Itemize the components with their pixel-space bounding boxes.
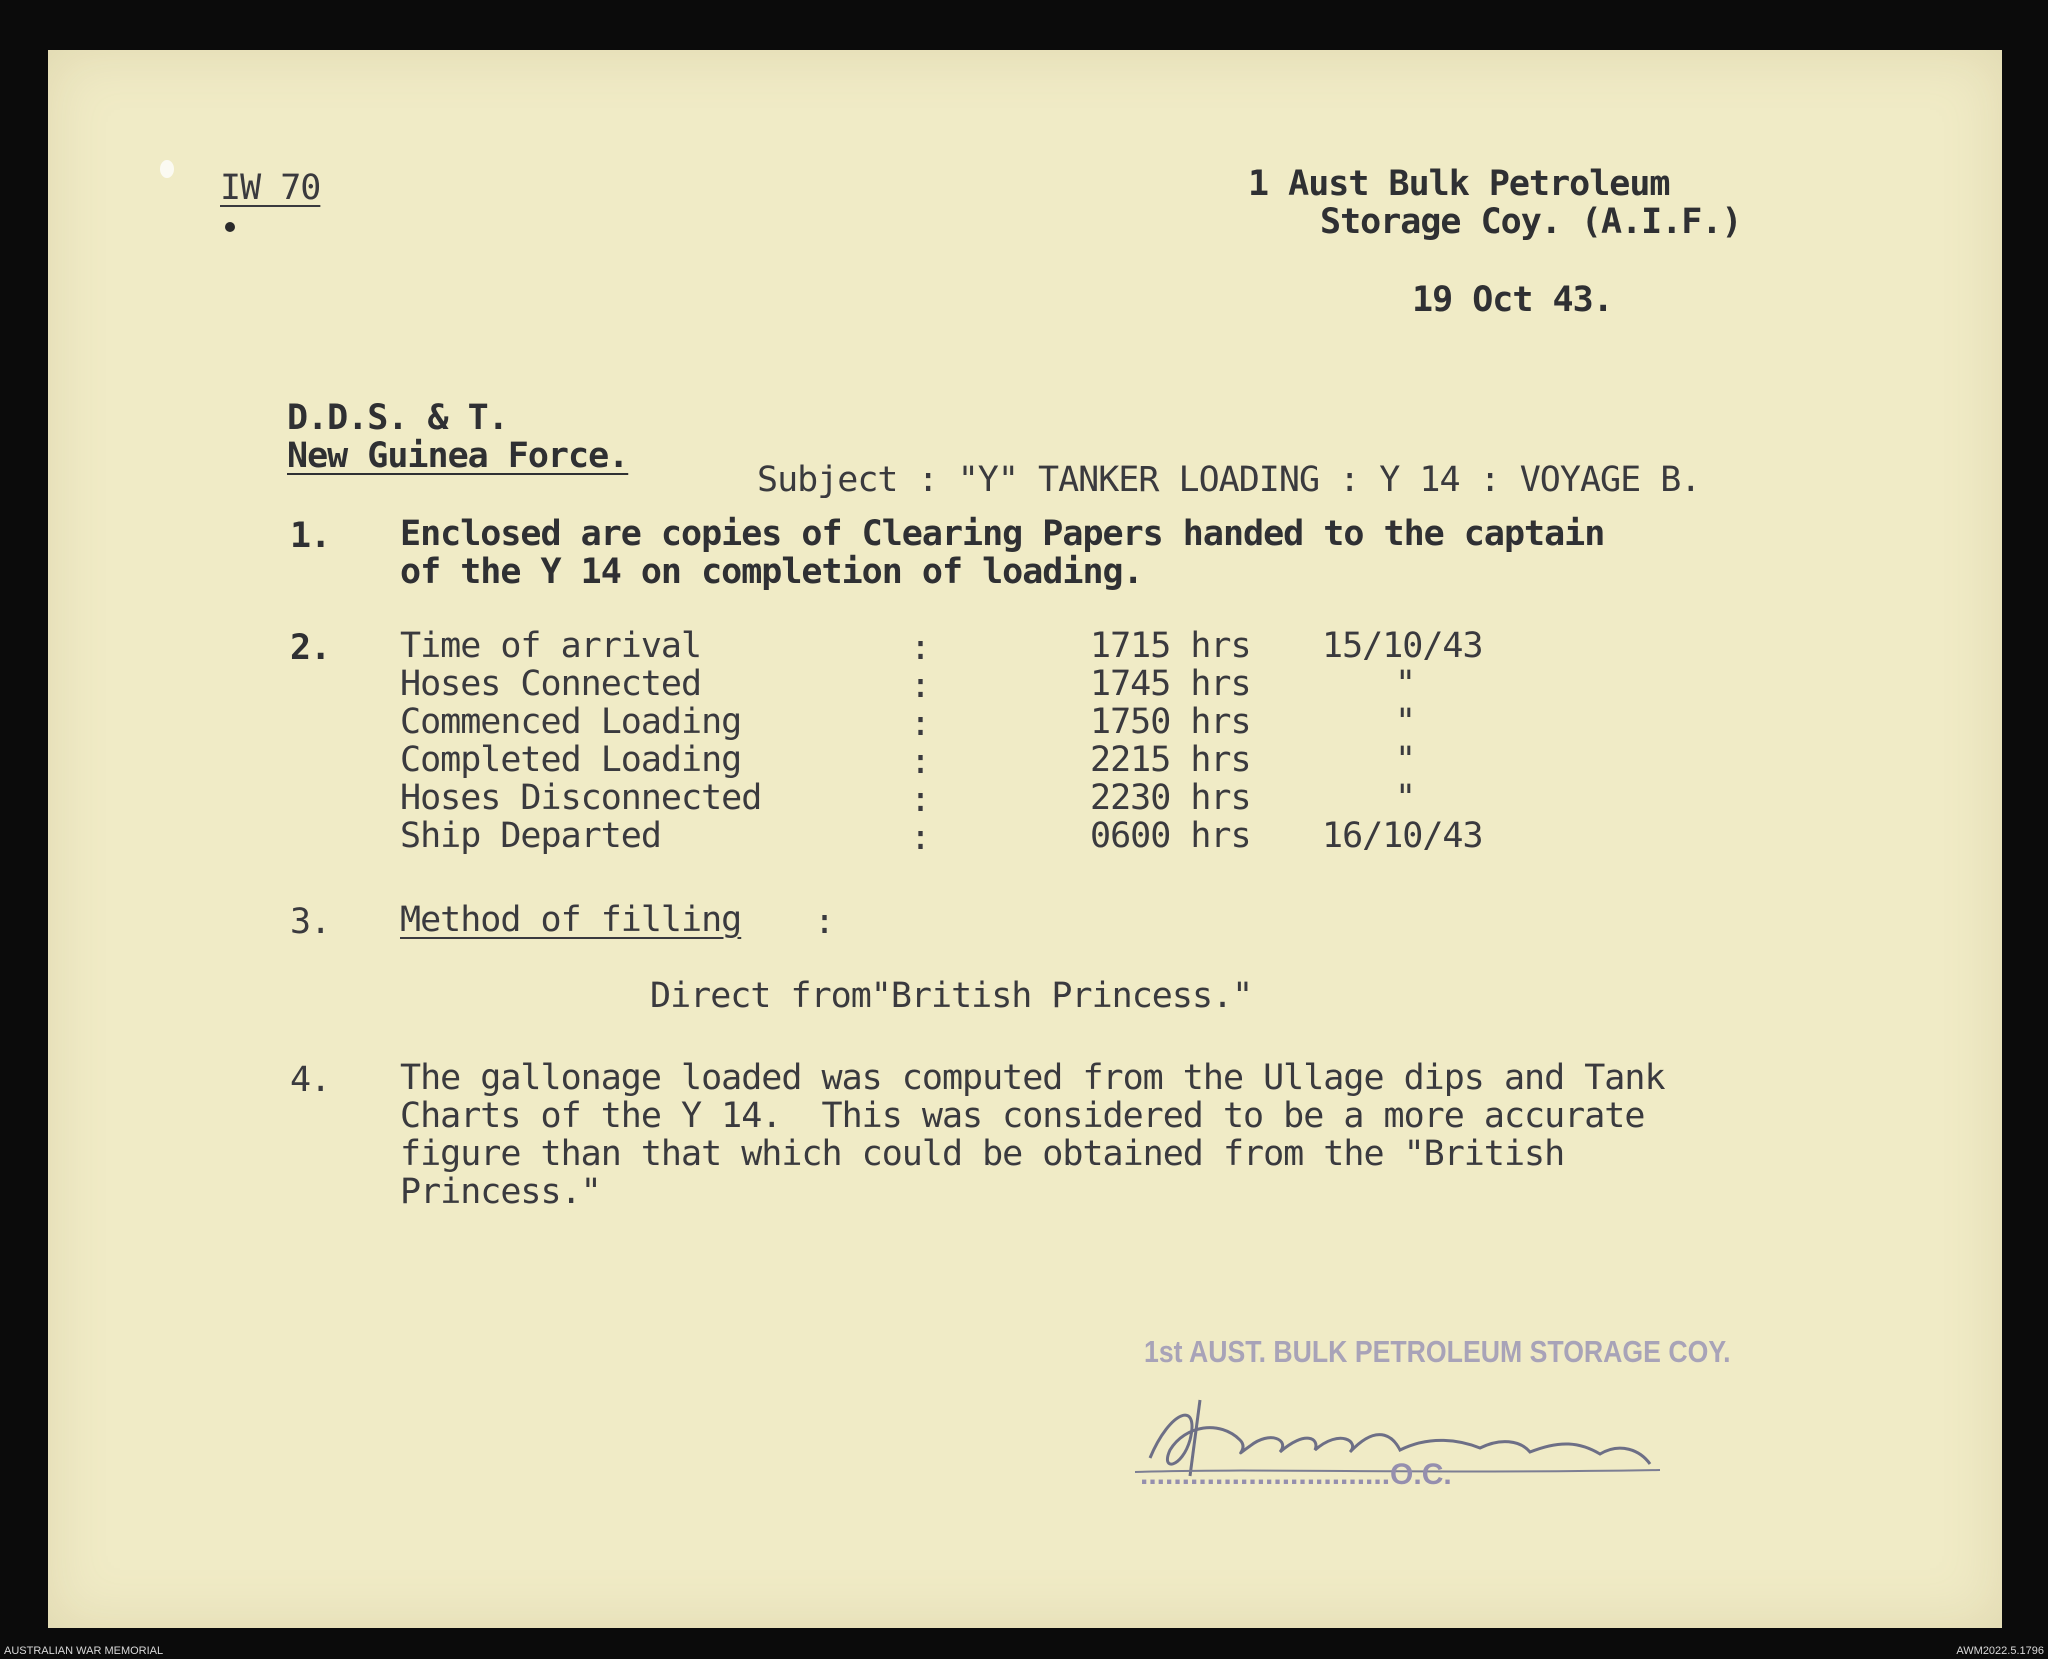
para-4-line: Charts of the Y 14. This was considered to be a more accurate — [400, 1096, 1645, 1136]
separator: : — [910, 704, 931, 744]
event-time: 0600 hrs — [1090, 816, 1251, 856]
para-2-number: 2. — [290, 628, 331, 668]
event-date: " — [1395, 740, 1416, 780]
event-label: Commenced Loading — [400, 702, 742, 742]
para-4-line: Princess." — [400, 1172, 601, 1212]
separator: : — [910, 666, 931, 706]
signature-line: ..............................O.C. — [1140, 1458, 1452, 1491]
event-label: Time of arrival — [400, 626, 702, 666]
para-1-number: 1. — [290, 516, 331, 556]
punch-hole — [225, 222, 235, 232]
para-3-colon: : — [814, 902, 835, 942]
separator: : — [910, 818, 931, 858]
event-label: Ship Departed — [400, 816, 661, 856]
event-time: 2215 hrs — [1090, 740, 1251, 780]
para-3-body: Direct from"British Princess." — [650, 976, 1253, 1016]
separator: : — [910, 742, 931, 782]
separator: : — [910, 628, 931, 668]
addressee-line-2: New Guinea Force. — [287, 436, 629, 476]
para-1-line: of the Y 14 on completion of loading. — [400, 552, 1143, 592]
event-date: " — [1395, 702, 1416, 742]
footer-accession: AWM2022.5.1796 — [1956, 1645, 2044, 1657]
event-time: 1750 hrs — [1090, 702, 1251, 742]
para-4-line: The gallonage loaded was computed from the Ullage dips and Tank — [400, 1058, 1665, 1098]
unit-name-line-2: Storage Coy. (A.I.F.) — [1320, 202, 1742, 242]
subject-line: Subject : "Y" TANKER LOADING : Y 14 : VOYAGE B. — [757, 460, 1701, 500]
separator: : — [910, 780, 931, 820]
para-4-line: figure than that which could be obtained from the "British — [400, 1134, 1565, 1174]
event-date: " — [1395, 778, 1416, 818]
event-date: " — [1395, 664, 1416, 704]
event-time: 1715 hrs — [1090, 626, 1251, 666]
letter-date: 19 Oct 43. — [1412, 280, 1613, 320]
event-date: 15/10/43 — [1322, 626, 1483, 666]
punch-hole — [160, 160, 174, 178]
para-1-line: Enclosed are copies of Clearing Papers handed to the captain — [400, 514, 1605, 554]
event-label: Hoses Disconnected — [400, 778, 762, 818]
event-label: Completed Loading — [400, 740, 742, 780]
event-date: 16/10/43 — [1322, 816, 1483, 856]
para-3-heading: Method of filling — [400, 900, 742, 940]
footer-credit: AUSTRALIAN WAR MEMORIAL — [4, 1645, 164, 1657]
para-3-number: 3. — [290, 902, 331, 942]
addressee-line-1: D.D.S. & T. — [287, 398, 508, 438]
event-time: 2230 hrs — [1090, 778, 1251, 818]
event-label: Hoses Connected — [400, 664, 702, 704]
unit-name-line-1: 1 Aust Bulk Petroleum — [1248, 164, 1670, 204]
event-time: 1745 hrs — [1090, 664, 1251, 704]
file-reference: IW 70 — [220, 168, 321, 208]
para-4-number: 4. — [290, 1060, 331, 1100]
letter-page — [48, 50, 2002, 1628]
unit-stamp: 1st AUST. BULK PETROLEUM STORAGE COY. — [1144, 1334, 1731, 1369]
